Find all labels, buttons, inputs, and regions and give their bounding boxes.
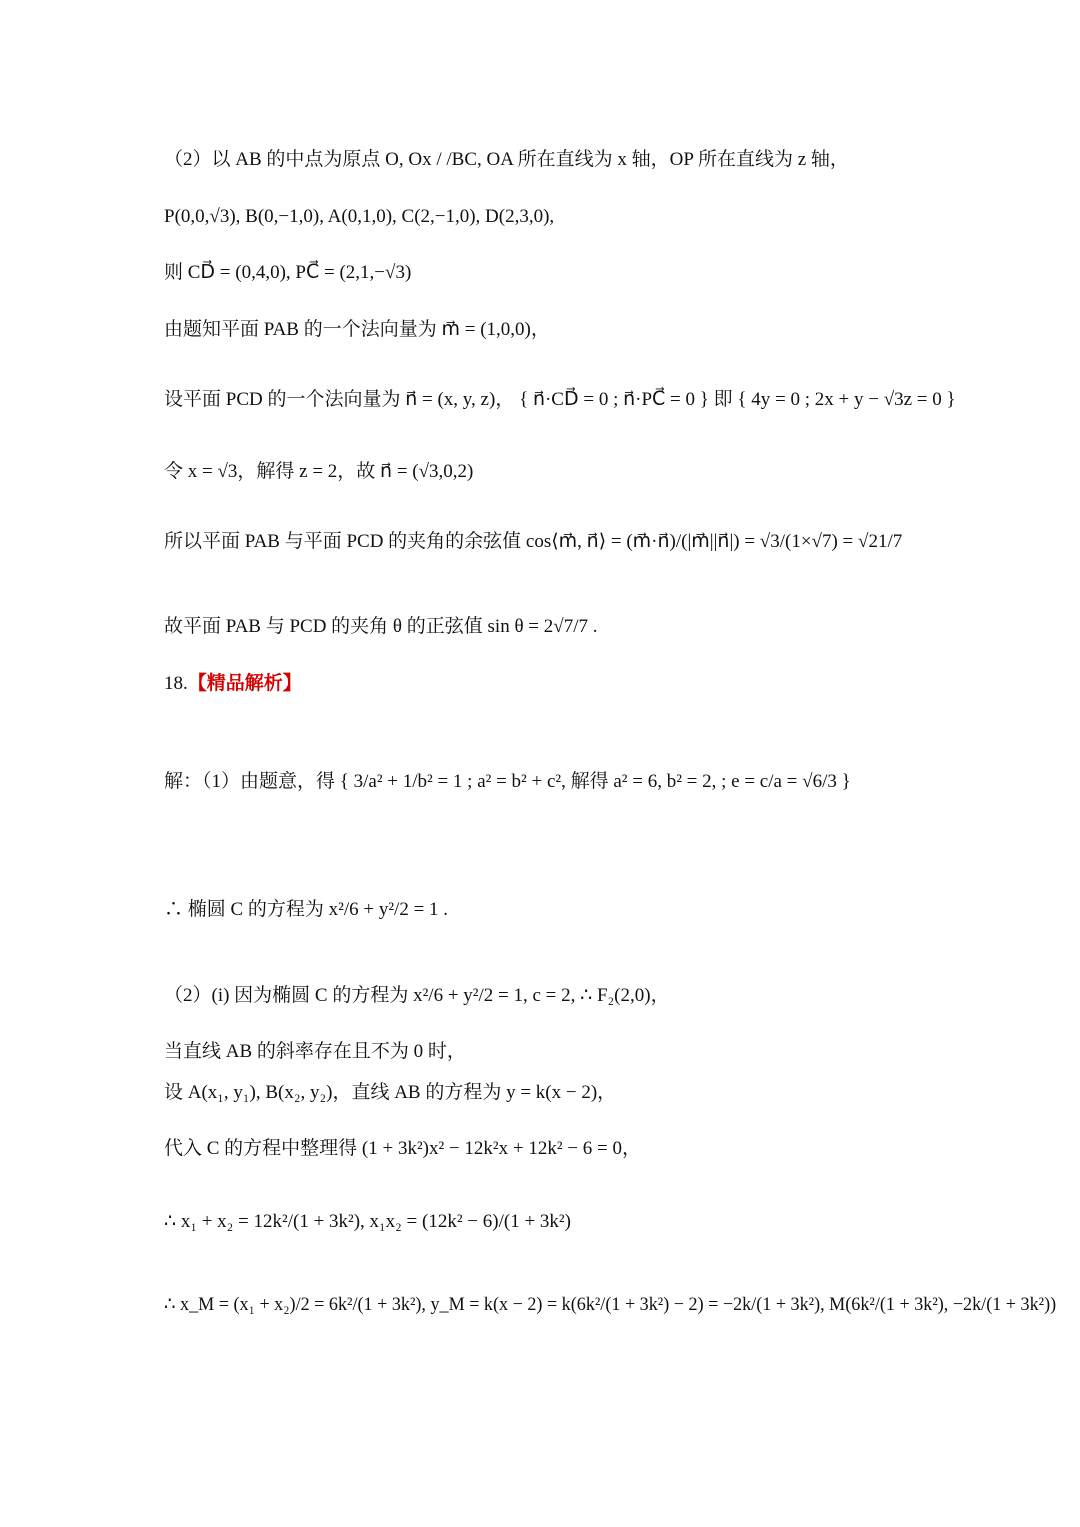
vieta-line: ∴ x₁ + x₂ = 12k²/(1 + 3k²), x₁x₂ = (12k² − 6)/(1 + 3k²) [164,1211,571,1232]
q18-number: 18. [164,673,188,694]
ellipse-equation-line: ∴ 椭圆 C 的方程为 x²/6 + y²/2 = 1 . [164,899,449,920]
line-ab-line: 设 A(x₁, y₁), B(x₂, y₂)，直线 AB 的方程为 y = k(x − 2)， [164,1082,617,1103]
focus-line: （2）(i) 因为椭圆 C 的方程为 x²/6 + y²/2 = 1, c = 2, ∴ F₂(2,0)， [164,985,670,1006]
q18-heading [164,671,302,697]
q18-system-line: 解：（1）由题意，得 { 3/a² + 1/b² = 1 ; a² = b² + c², 解得 a² = 6, b² = 2, ; e = c/a = √6/3 } [164,771,851,792]
part2-intro-line: （2）以 AB 的中点为原点 O, Ox / /BC, OA 所在直线为 x 轴，OP 所在直线为 z 轴， [164,149,849,170]
cosine-line: 所以平面 PAB 与平面 PCD 的夹角的余弦值 cos⟨m⃗, n⃗⟩ = (m⃗·n⃗)/(|m⃗||n⃗|) = √3/(1×√7) = √21/7 [164,531,903,552]
q18-tag: 【精品解析】 [187,673,302,694]
substitution-line: 代入 C 的方程中整理得 (1 + 3k²)x² − 12k²x + 12k² − 6 = 0， [164,1138,641,1159]
normal-n-line: 设平面 PCD 的一个法向量为 n⃗ = (x, y, z)， { n⃗·CD⃗ = 0 ; n⃗·PC⃗ = 0 } 即 { 4y = 0 ; 2x + y − √3z = 0 } [164,389,956,410]
solve-n-line: 令 x = √3，解得 z = 2，故 n⃗ = (√3,0,2) [164,461,474,482]
points-line: P(0,0,√3), B(0,−1,0), A(0,1,0), C(2,−1,0), D(2,3,0), [164,206,555,227]
slope-condition-line: 当直线 AB 的斜率存在且不为 0 时， [164,1041,466,1062]
midpoint-line: ∴ x_M = (x₁ + x₂)/2 = 6k²/(1 + 3k²), y_M = k(x − 2) = k(6k²/(1 + 3k²) − 2) = −2k/(1 + 3k²), M(6k²/(1 + 3k²), −2k/(1 + 3k²)) [164,1294,1057,1315]
sine-line: 故平面 PAB 与 PCD 的夹角 θ 的正弦值 sin θ = 2√7/7 . [164,616,598,637]
vectors-line: 则 CD⃗ = (0,4,0), PC⃗ = (2,1,−√3) [164,262,412,283]
normal-m-line: 由题知平面 PAB 的一个法向量为 m⃗ = (1,0,0)， [164,319,550,340]
